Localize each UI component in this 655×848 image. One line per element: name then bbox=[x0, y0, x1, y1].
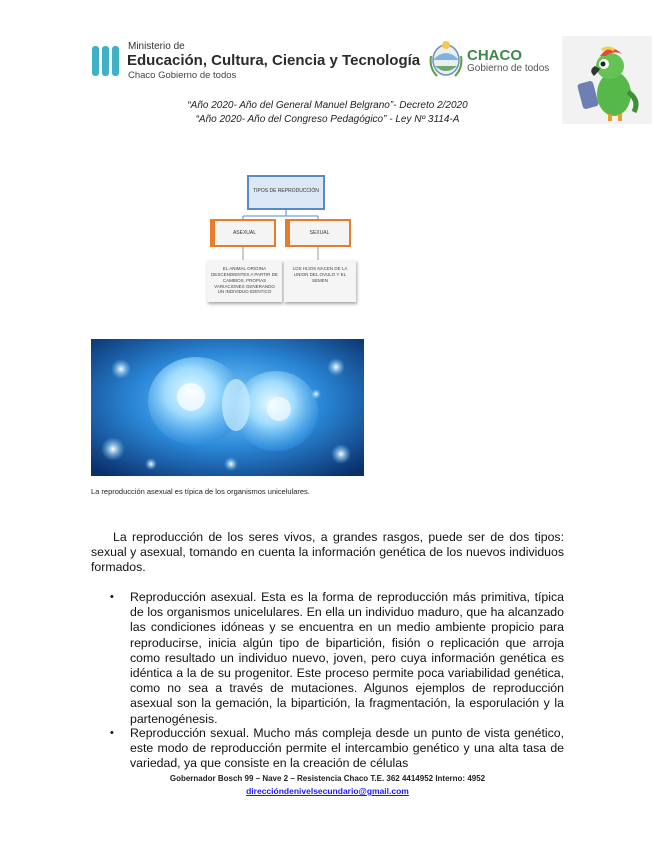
diagram-sexual-detail: LOS HIJOS NACEN DE LA UNION DEL OVULO Y EL SEMEN bbox=[284, 260, 356, 302]
decree-line-2: “Año 2020- Año del Congreso Pedagógico” - Ley Nº 3114-A bbox=[195, 114, 460, 125]
bullet-asexual: Reproducción asexual. Esta es la forma de reproducción más primitiva, típica de los organismos unicelulares. En ella un individuo maduro, que ha alcanzado las condiciones idóneas y se encuentra en un medio ambiente propicio para reproducirse, inicia algún tipo de bipartición, fisión o replicación que arroja como resultado un individuo nuevo, joven, pero cuya información genética es idéntica a la de su progenitor. Este proceso permite poca variabilidad genética, como no sea a través de mutaciones. Algunos ejemplos de reproducción asexual son la gemación, la bipartición, la fragmentación, la esporulación y la partenogénesis. bbox=[130, 590, 564, 726]
chaco-title: CHACO bbox=[467, 47, 522, 64]
bullet-sexual: Reproducción sexual. Mucho más compleja desde un punto de vista genético, este modo de reproducción permite el intercambio genético y una alta tasa de variedad, ya que consiste en la creación de células bbox=[130, 726, 564, 771]
figure-caption: La reproducción asexual es típica de los organismos unicelulares. bbox=[91, 487, 310, 496]
diagram-sexual-node: SEXUAL bbox=[285, 219, 351, 247]
intro-paragraph: La reproducción de los seres vivos, a grandes rasgos, puede ser de dos tipos: sexual y asexual, tomando en cuenta la información genética de los nuevos individuos formados. bbox=[91, 530, 564, 575]
bullet-glyph-2: • bbox=[110, 727, 114, 739]
diagram-asexual-detail: EL ANIMAL ORIGINA DESCENDIENTES A PARTIR DE CAMBIOS, PROPIAS VARIACIONES GENERANDO UN INDIVIDUO IDENTICO bbox=[207, 260, 282, 302]
footer-email-link[interactable]: direccióndenivelsecundario@gmail.com bbox=[246, 786, 409, 796]
ministry-label: Ministerio de bbox=[128, 41, 185, 52]
diagram-root-node: TIPOS DE REPRODUCCIÓN bbox=[247, 175, 325, 210]
chaco-subtitle: Gobierno de todos bbox=[467, 63, 550, 74]
decree-line-1: “Año 2020- Año del General Manuel Belgrano”- Decreto 2/2020 bbox=[187, 100, 468, 111]
ministry-title: Educación, Cultura, Ciencia y Tecnología bbox=[127, 52, 421, 69]
diagram-asexual-node: ASEXUAL bbox=[210, 219, 276, 247]
bullet-glyph-1: • bbox=[110, 591, 114, 603]
cell-division-image bbox=[91, 339, 364, 476]
footer-address: Gobernador Bosch 99 – Nave 2 – Resistencia Chaco T.E. 362 4414952 Interno: 4952 bbox=[169, 774, 486, 783]
ministry-subtitle: Chaco Gobierno de todos bbox=[128, 70, 237, 81]
